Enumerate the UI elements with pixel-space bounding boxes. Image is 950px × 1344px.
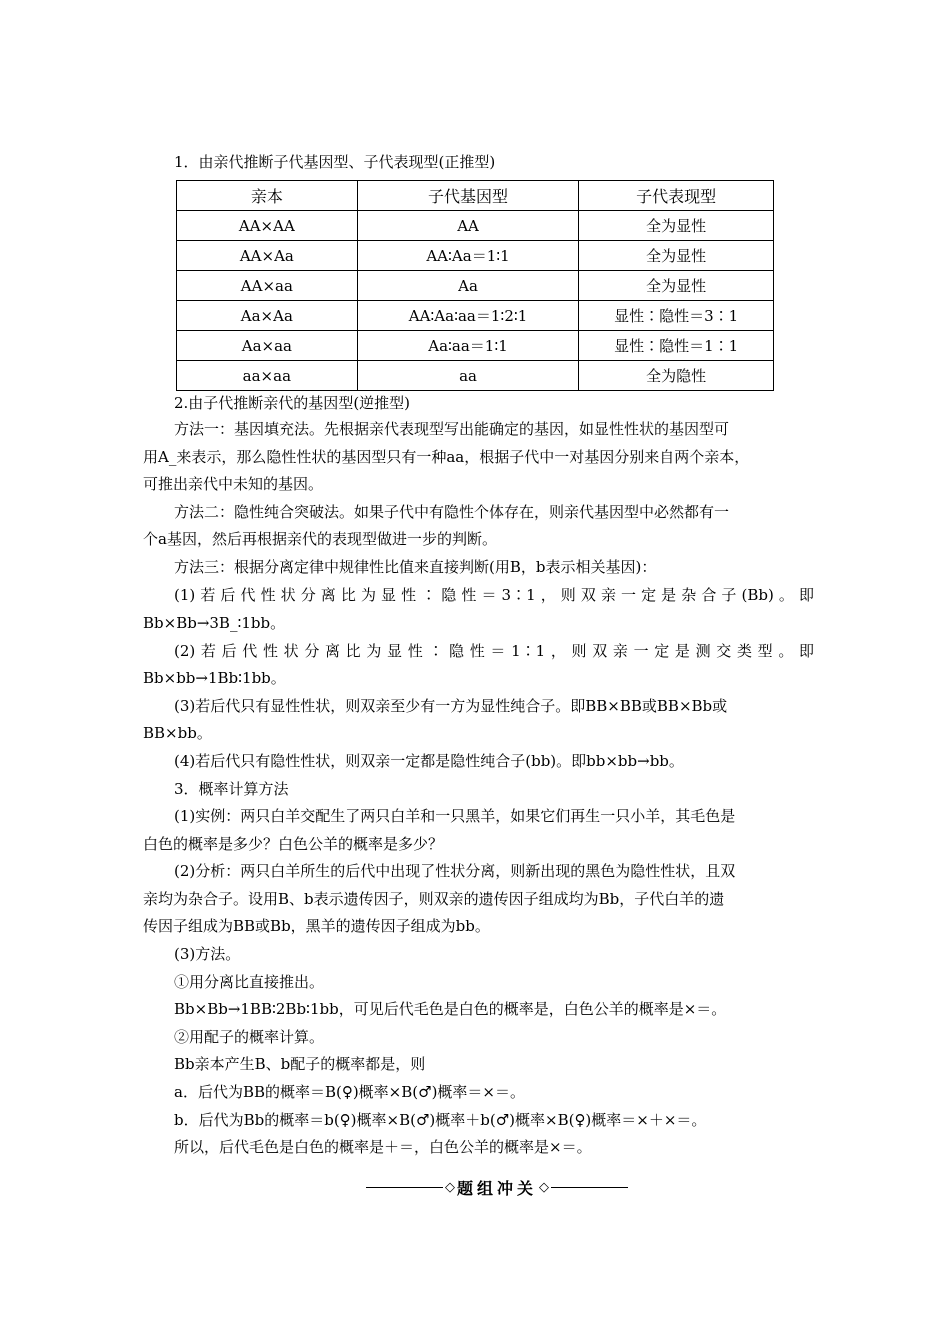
section-3-title: 3．概率计算方法: [174, 780, 289, 798]
table-cell: 显性∶隐性＝1∶1: [579, 331, 774, 361]
method-heading: (3)方法。: [174, 945, 241, 963]
table-cell: AA×AA: [177, 211, 358, 241]
table-row: [177, 271, 774, 301]
method-step-2-text: Bb亲本产生B、b配子的概率都是，则: [174, 1055, 426, 1073]
rule-2-formula: Bb×bb→1Bb∶1bb。: [143, 669, 286, 687]
method-3-text: 方法三：根据分离定律中规律性比值来直接判断(用B，b表示相关基因)：: [174, 558, 657, 576]
section-divider: [366, 1176, 628, 1198]
example-text: (1)实例：两只白羊交配生了两只白羊和一只黑羊，如果它们再生一只小羊，其毛色是: [174, 807, 736, 825]
analysis-text: 传因子组成为BB或Bb，黑羊的遗传因子组成为bb。: [143, 917, 490, 935]
rule-2-text: (2)若后代性状分离比为显性∶隐性＝1∶1，则双亲一定是测交类型。即: [174, 642, 814, 660]
table-cell: 全为显性: [579, 271, 774, 301]
table-row: [177, 331, 774, 361]
analysis-text: (2)分析：两只白羊所生的后代中出现了性状分离，则新出现的黑色为隐性性状，且双: [174, 862, 736, 880]
genotype-table: [176, 180, 774, 391]
rule-1-text: (1)若后代性状分离比为显性∶隐性＝3∶1，则双亲一定是杂合子(Bb)。即: [174, 586, 814, 604]
section-2-title: 2.由子代推断亲代的基因型(逆推型): [174, 394, 411, 412]
method-step-2a: a．后代为BB的概率＝B(♀)概率×B(♂)概率＝×＝。: [174, 1083, 525, 1101]
table-cell: AA∶Aa＝1∶1: [357, 241, 579, 271]
table-cell: AA∶Aa∶aa＝1∶2∶1: [357, 301, 579, 331]
table-header-cell: 子代表现型: [579, 181, 774, 211]
table-cell: 全为显性: [579, 241, 774, 271]
conclusion-text: 所以，后代毛色是白色的概率是＋＝，白色公羊的概率是×＝。: [174, 1138, 592, 1156]
table-row: [177, 241, 774, 271]
method-step-1-formula: Bb×Bb→1BB∶2Bb∶1bb，可见后代毛色是白色的概率是，白色公羊的概率是×＝。: [174, 1000, 727, 1018]
rule-3-text: (3)若后代只有显性性状，则双亲至少有一方为显性纯合子。即BB×BB或BB×Bb或: [174, 697, 728, 715]
table-cell: AA: [357, 211, 579, 241]
method-1-text: 方法一：基因填充法。先根据亲代表现型写出能确定的基因，如显性性状的基因型可: [174, 420, 730, 438]
section-1-title: 1．由亲代推断子代基因型、子代表现型(正推型): [174, 153, 496, 171]
rule-4-text: (4)若后代只有隐性性状，则双亲一定都是隐性纯合子(bb)。即bb×bb→bb。: [174, 752, 684, 770]
method-step-2b: b．后代为Bb的概率＝b(♀)概率×B(♂)概率＋b(♂)概率×B(♀)概率＝×＋×＝。: [174, 1111, 707, 1129]
table-cell: 显性∶隐性＝3∶1: [579, 301, 774, 331]
table-cell: aa×aa: [177, 361, 358, 391]
divider-rule-right: [551, 1187, 628, 1188]
rule-3-formula: BB×bb。: [143, 724, 212, 742]
table-cell: Aa×aa: [177, 331, 358, 361]
table-cell: 全为隐性: [579, 361, 774, 391]
table-row: [177, 361, 774, 391]
divider-rule-left: [366, 1187, 443, 1188]
table-cell: AA×Aa: [177, 241, 358, 271]
analysis-text: 亲均为杂合子。设用B、b表示遗传因子，则双亲的遗传因子组成均为Bb，子代白羊的遗: [143, 890, 725, 908]
method-2-text: 个a基因，然后再根据亲代的表现型做进一步的判断。: [143, 530, 497, 548]
example-text: 白色的概率是多少？白色公羊的概率是多少？: [143, 835, 444, 853]
method-1-text: 可推出亲代中未知的基因。: [143, 475, 324, 493]
method-1-text: 用A_来表示，那么隐性性状的基因型只有一种aa，根据子代中一对基因分别来自两个亲本，: [143, 448, 750, 466]
method-step-2: ②用配子的概率计算。: [174, 1028, 325, 1046]
table-cell: Aa×Aa: [177, 301, 358, 331]
table-row: [177, 301, 774, 331]
table-header-row: [177, 181, 774, 211]
diamond-icon: ◇: [445, 1179, 455, 1195]
table-cell: Aa∶aa＝1∶1: [357, 331, 579, 361]
rule-1-formula: Bb×Bb→3B_∶1bb。: [143, 614, 286, 632]
table-cell: aa: [357, 361, 579, 391]
table-header-cell: 亲本: [177, 181, 358, 211]
table-row: [177, 211, 774, 241]
diamond-icon: ◇: [539, 1179, 550, 1195]
table-header-cell: 子代基因型: [357, 181, 579, 211]
method-step-1: ①用分离比直接推出。: [174, 973, 325, 991]
table-cell: AA×aa: [177, 271, 358, 301]
table-cell: 全为显性: [579, 211, 774, 241]
divider-label: 题组冲关: [457, 1178, 538, 1198]
method-2-text: 方法二：隐性纯合突破法。如果子代中有隐性个体存在，则亲代基因型中必然都有一: [174, 503, 730, 521]
table-cell: Aa: [357, 271, 579, 301]
